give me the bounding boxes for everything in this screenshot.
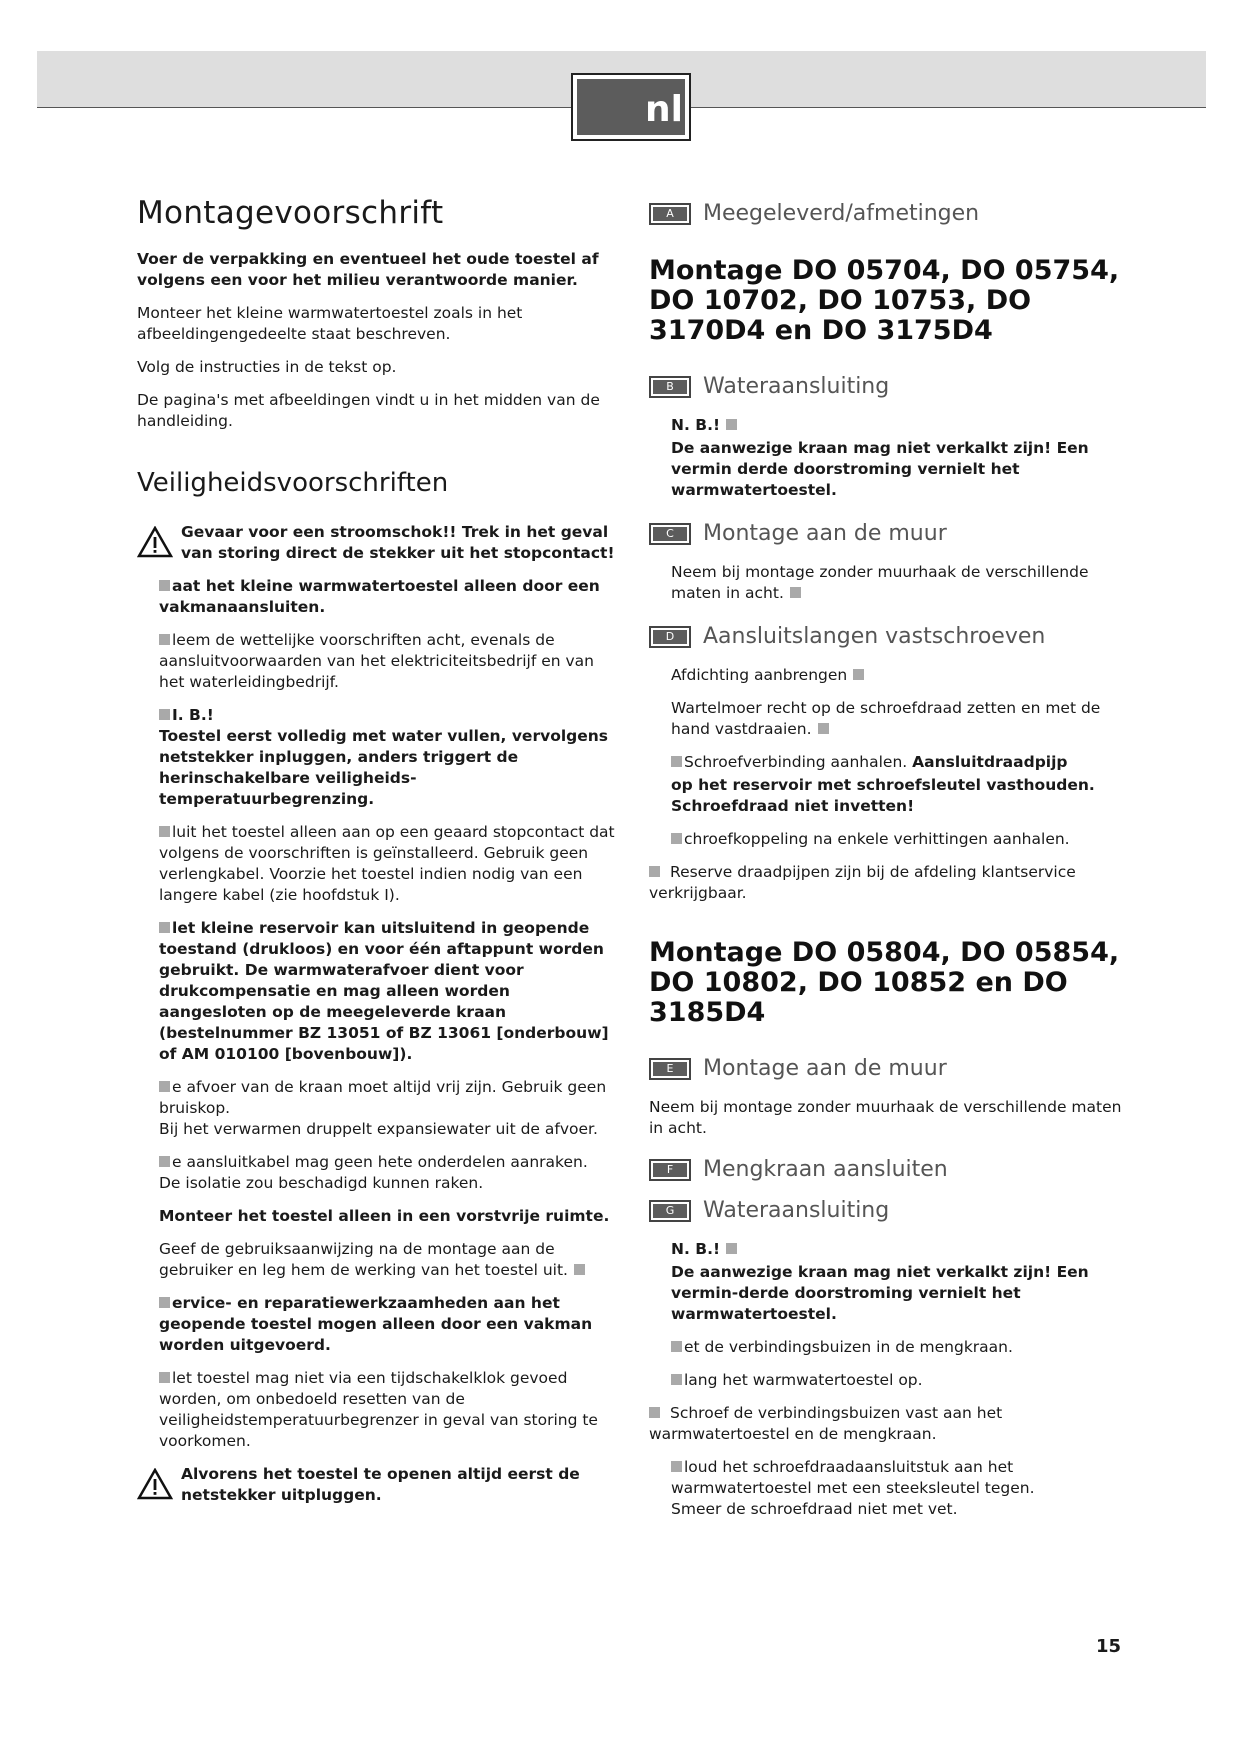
bullet-square-icon [671, 1461, 682, 1472]
section-G-step-4: loud het schroefdraadaansluitstuk aan het warmwatertoestel met een steeksleutel tegen. Smeer de schroefdraad niet met vet. [671, 1458, 1035, 1518]
safety-item-4: luit het toestel alleen aan op een geaard stopcontact dat volgens de voorschriften is geïnstalleerd. Gebruik geen verlengkabel. Voorzie het toestel indien nodig van een langere kabel (zie hoofdstuk I). [159, 823, 615, 904]
page-number: 15 [1096, 1636, 1122, 1657]
bullet-square-icon [726, 419, 737, 430]
bullet-square-icon [671, 833, 682, 844]
warning-triangle-icon [137, 1468, 173, 1500]
right-column [649, 201, 1126, 1532]
safety-item-10: ervice- en reparatiewerkzaamheden aan het geopende toestel mogen alleen door een vakman worden uitgevoerd. [159, 1294, 593, 1354]
bullet-square-icon [159, 1297, 170, 1308]
safety-item-2: leem de wettelijke voorschriften acht, evenals de aansluitvoorwaarden van het elektriciteitsbedrijf en van het waterleidingbedrijf. [159, 631, 594, 691]
safety-item-8: Monteer het toestel alleen in een vorstvrije ruimte. [159, 1207, 610, 1225]
bullet-square-icon [159, 1156, 170, 1167]
section-G-heading [649, 1198, 1126, 1223]
section-D-step-5: chroefkoppeling na enkele verhittingen aanhalen. [671, 829, 1126, 850]
safety-item-9: Geef de gebruiksaanwijzing na de montage aan de gebruiker en leg hem de werking van het toestel uit. [159, 1239, 615, 1281]
section-C-heading [649, 521, 1126, 546]
section-badge-A: A [649, 203, 691, 225]
section-G-text: De aanwezige kraan mag niet verkalkt zijn! Een vermin-derde doorstroming vernielt het warmwatertoestel. [671, 1263, 1089, 1323]
bullet-square-icon [853, 669, 864, 680]
section-B-title: Wateraansluiting [703, 374, 890, 399]
section-G-title: Wateraansluiting [703, 1198, 890, 1223]
section-F-title: Mengkraan aansluiten [703, 1157, 948, 1182]
section-E-heading [649, 1056, 1126, 1081]
bullet-square-icon [159, 580, 170, 591]
bullet-square-icon [671, 756, 682, 767]
section-D-step-3: Schroefverbinding aanhalen. Aansluitdraadpijp [671, 752, 1126, 773]
section-F-heading [649, 1157, 1126, 1182]
intro-paragraph-1: Monteer het kleine warmwatertoestel zoals in het afbeeldingengedeelte staat beschreven. [137, 304, 523, 343]
section-D-title: Aansluitslangen vastschroeven [703, 624, 1046, 649]
section-badge-G: G [649, 1200, 691, 1222]
bullet-square-icon [574, 1264, 585, 1275]
safety-item-5: let kleine reservoir kan uitsluitend in geopende toestand (drukloos) en voor één aftappunt worden gebruikt. De warmwaterafvoer dient voor drukcompensatie en mag alleen worden aangesloten op de meegeleverde kraan (bestelnummer BZ 13051 of BZ 13061 [onderbouw] of AM 010100 [bovenbouw]). [159, 919, 609, 1063]
section-A-title: Meegeleverd/afmetingen [703, 201, 980, 226]
warning-text-2: Alvorens het toestel te openen altijd eerst de netstekker uitpluggen. [181, 1465, 580, 1504]
left-column [137, 195, 615, 1518]
page-title: Montagevoorschrift [137, 195, 444, 231]
model-heading-2: Montage DO 05804, DO 05854, DO 10802, DO 10852 en DO 3185D4 [649, 937, 1120, 1028]
section-C-title: Montage aan de muur [703, 521, 947, 546]
section-D-heading [649, 624, 1126, 649]
model-heading-1: Montage DO 05704, DO 05754, DO 10702, DO 10753, DO 3170D4 en DO 3175D4 [649, 255, 1120, 346]
section-D-step-4: op het reservoir met schroefsleutel vasthouden. Schroefdraad niet invetten! [671, 776, 1095, 815]
safety-item-7: e aansluitkabel mag geen hete onderdelen aanraken. De isolatie zou beschadigd kunnen raken. [159, 1153, 588, 1192]
intro-bold: Voer de verpakking en eventueel het oude toestel af volgens een voor het milieu verantwoorde manier. [137, 250, 599, 289]
section-B-heading [649, 374, 1126, 399]
section-badge-E: E [649, 1058, 691, 1080]
section-D-step-1: Afdichting aanbrengen [671, 665, 1126, 686]
safety-item-11: let toestel mag niet via een tijdschakelklok gevoed worden, om onbedoeld resetten van de veiligheidstemperatuurbegrenzer in geval van storing te voorkomen. [159, 1369, 598, 1450]
section-badge-F: F [649, 1159, 691, 1181]
section-B-nb: N. B.! [671, 415, 1126, 436]
bullet-square-icon [649, 866, 660, 877]
bullet-square-icon [159, 634, 170, 645]
bullet-square-icon [159, 709, 170, 720]
bullet-square-icon [726, 1243, 737, 1254]
section-E-text: Neem bij montage zonder muurhaak de verschillende maten in acht. [649, 1098, 1122, 1137]
section-D-step-2: Wartelmoer recht op de schroefdraad zetten en met de hand vastdraaien. [671, 699, 1101, 738]
section-badge-C: C [649, 523, 691, 545]
intro-paragraph-2: Volg de instructies in de tekst op. [137, 358, 397, 376]
safety-item-6: e afvoer van de kraan moet altijd vrij zijn. Gebruik geen bruiskop. Bij het verwarmen druppelt expansiewater uit de afvoer. [159, 1078, 607, 1138]
safety-item-3: I. B.! Toestel eerst volledig met water vullen, vervolgens netstekker inpluggen, anders triggert de herinschakelbare veiligheids-temperatuurbegrenzing. [159, 706, 609, 808]
safety-item-1: aat het kleine warmwatertoestel alleen door een vakmanaansluiten. [159, 577, 600, 616]
section-G-step-1: et de verbindingsbuizen in de mengkraan. [671, 1337, 1126, 1358]
section-G-step-3: Schroef de verbindingsbuizen vast aan het warmwatertoestel en de mengkraan. [649, 1404, 1003, 1443]
section-A-heading [649, 201, 1126, 226]
section-C-text: Neem bij montage zonder muurhaak de verschillende maten in acht. [671, 563, 1089, 602]
language-tab [571, 73, 691, 141]
section-G-step-2: lang het warmwatertoestel op. [671, 1370, 1126, 1391]
bullet-square-icon [159, 826, 170, 837]
section-E-title: Montage aan de muur [703, 1056, 947, 1081]
bullet-square-icon [671, 1374, 682, 1385]
safety-title: Veiligheidsvoorschriften [137, 468, 449, 498]
intro-paragraph-3: De pagina's met afbeeldingen vindt u in het midden van de handleiding. [137, 391, 600, 430]
section-D-step-6: Reserve draadpijpen zijn bij de afdeling klantservice verkrijgbaar. [649, 863, 1076, 902]
bullet-square-icon [159, 922, 170, 933]
bullet-square-icon [649, 1407, 660, 1418]
bullet-square-icon [159, 1372, 170, 1383]
bullet-square-icon [671, 1341, 682, 1352]
warning-block-2 [137, 1464, 615, 1506]
warning-triangle-icon [137, 526, 173, 558]
bullet-square-icon [159, 1081, 170, 1092]
section-G-nb: N. B.! [671, 1239, 1126, 1260]
warning-block-1 [137, 522, 615, 564]
bullet-square-icon [818, 723, 829, 734]
warning-text-1: Gevaar voor een stroomschok!! Trek in het geval van storing direct de stekker uit het stopcontact! [181, 523, 615, 562]
language-code: nl [577, 79, 685, 135]
section-badge-D: D [649, 626, 691, 648]
section-badge-B: B [649, 376, 691, 398]
bullet-square-icon [790, 587, 801, 598]
section-B-text: De aanwezige kraan mag niet verkalkt zijn! Een vermin derde doorstroming vernielt het warmwatertoestel. [671, 439, 1089, 499]
